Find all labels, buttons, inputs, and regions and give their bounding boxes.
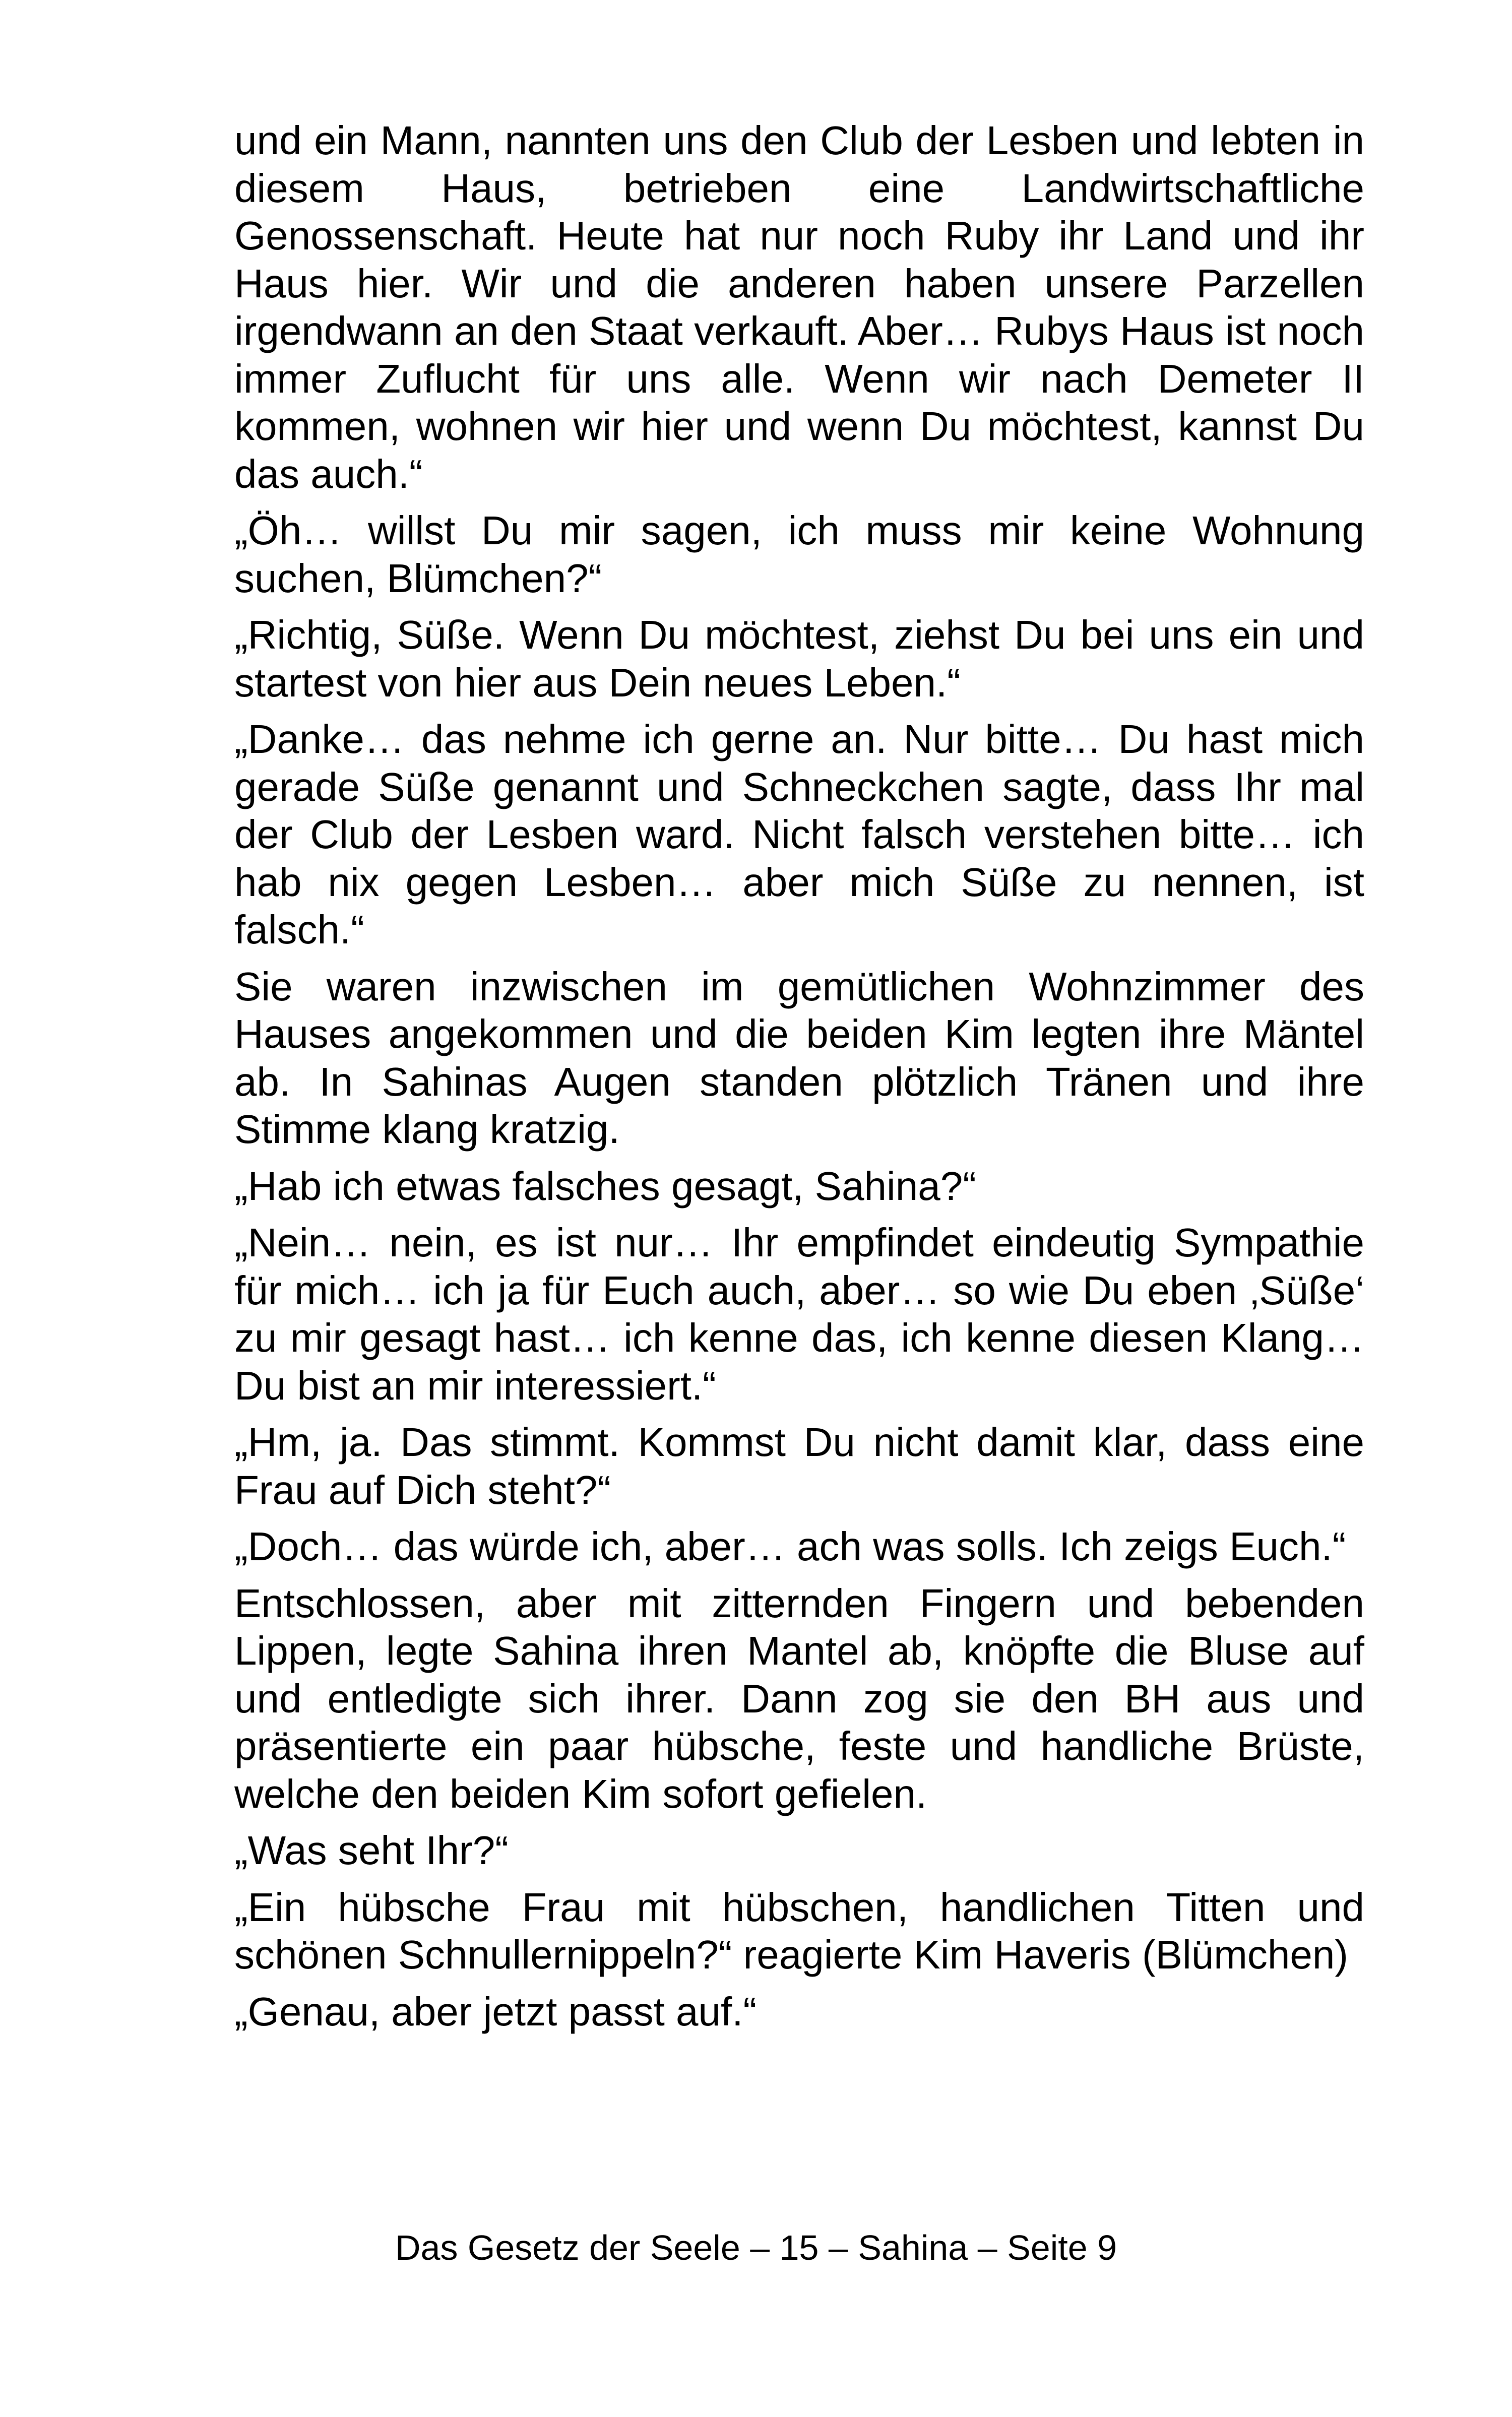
page-body <box>234 117 1364 2045</box>
paragraph: „Genau, aber jetzt passt auf.“ <box>234 1989 757 2034</box>
paragraph: „Nein… nein, es ist nur… Ihr empfindet eindeutig Sympathie für mich… ich ja für Euch auch, aber… so wie Du eben ‚Süße‘ zu mir gesagt hast… ich kenne das, ich kenne diesen Klang… Du bist an mir interessiert.“ <box>234 1220 1364 1408</box>
paragraph: „Was seht Ihr?“ <box>234 1828 509 1873</box>
paragraph: „Danke… das nehme ich gerne an. Nur bitte… Du hast mich gerade Süße genannt und Schneckchen sagte, dass Ihr mal der Club der Lesben ward. Nicht falsch verstehen bitte… ich hab nix gegen Lesben… aber mich Süße zu nennen, ist falsch.“ <box>234 717 1364 952</box>
paragraph: Sie waren inzwischen im gemütlichen Wohnzimmer des Hauses angekommen und die beiden Kim legten ihre Mäntel ab. In Sahinas Augen standen plötzlich Tränen und ihre Stimme klang kratzig. <box>234 964 1364 1152</box>
page-footer: Das Gesetz der Seele – 15 – Sahina – Seite 9 <box>395 2228 1117 2267</box>
paragraph: „Öh… willst Du mir sagen, ich muss mir keine Wohnung suchen, Blümchen?“ <box>234 508 1364 601</box>
paragraph: „Hm, ja. Das stimmt. Kommst Du nicht damit klar, dass eine Frau auf Dich steht?“ <box>234 1420 1364 1512</box>
paragraph: „Hab ich etwas falsches gesagt, Sahina?“ <box>234 1163 976 1208</box>
paragraph: und ein Mann, nannten uns den Club der Lesben und lebten in diesem Haus, betrieben eine Landwirtschaftliche Genossenschaft. Heute hat nur noch Ruby ihr Land und ihr Haus hier. Wir und die anderen haben unsere Parzellen irgendwann an den Staat verkauft. Aber… Rubys Haus ist noch immer Zuflucht für uns alle. Wenn wir nach Demeter II kommen, wohnen wir hier und wenn Du möchtest, kannst Du das auch.“ <box>234 118 1364 496</box>
paragraph: „Richtig, Süße. Wenn Du möchtest, ziehst Du bei uns ein und startest von hier aus Dein neues Leben.“ <box>234 612 1364 705</box>
paragraph: „Ein hübsche Frau mit hübschen, handlichen Titten und schönen Schnullernippeln?“ reagierte Kim Haveris (Blümchen) <box>234 1884 1364 1977</box>
paragraph: Entschlossen, aber mit zitternden Fingern und bebenden Lippen, legte Sahina ihren Mantel ab, knöpfte die Bluse auf und entledigte sich ihrer. Dann zog sie den BH aus und präsentierte ein paar hübsche, feste und handliche Brüste, welche den beiden Kim sofort gefielen. <box>234 1580 1364 1816</box>
paragraph: „Doch… das würde ich, aber… ach was solls. Ich zeigs Euch.“ <box>234 1524 1346 1569</box>
